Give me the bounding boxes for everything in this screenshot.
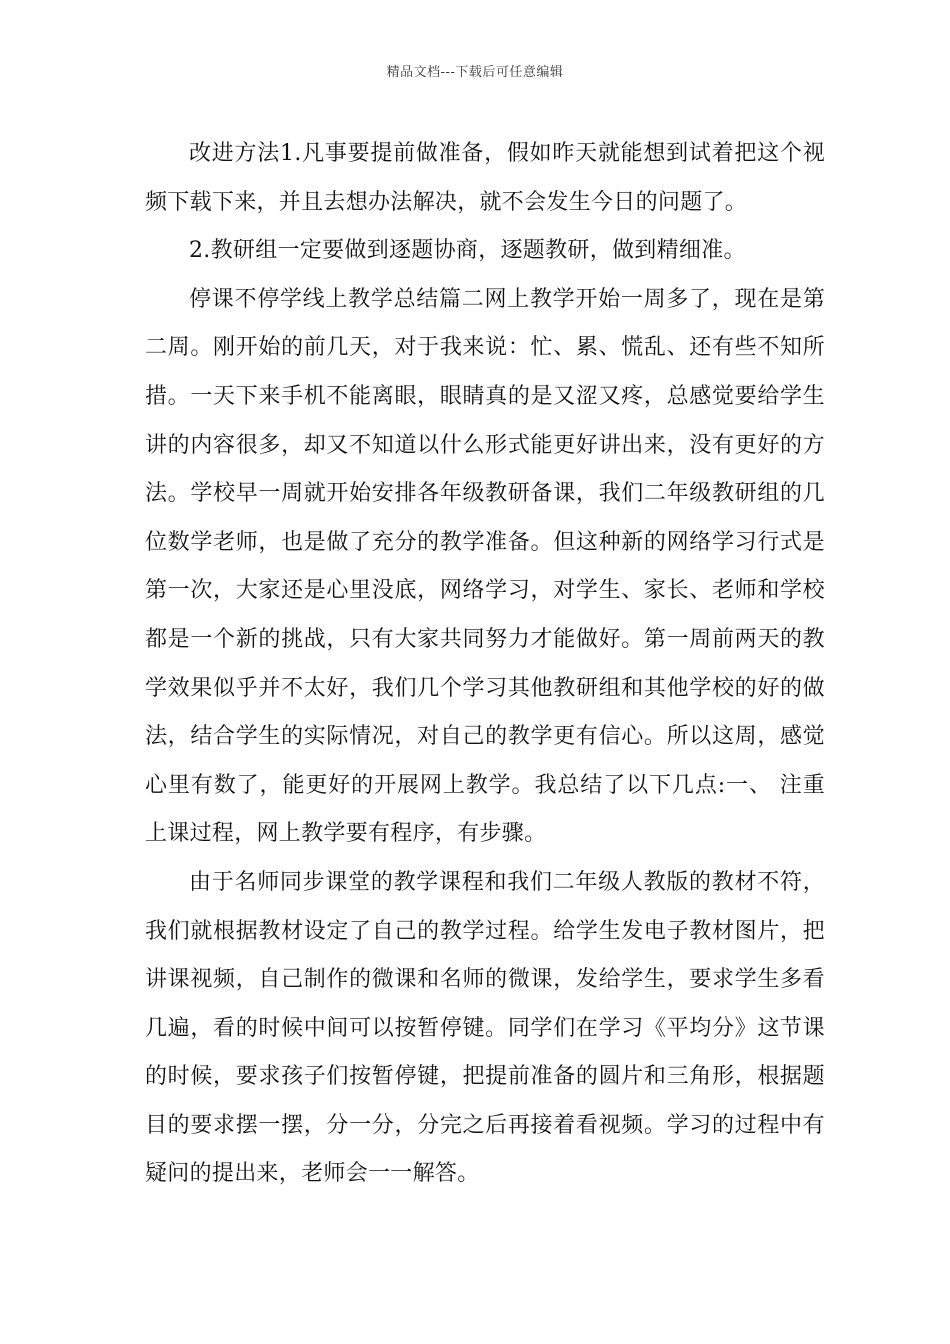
document-body <box>145 130 825 1199</box>
paragraph-online-teaching-summary: 停课不停学线上教学总结篇二网上教学开始一周多了，现在是第二周。刚开始的前几天，对于我来说：忙、累、慌乱、还有些不知所措。一天下来手机不能离眼，眼睛真的是又涩又疼，总感觉要给学生讲的内容很多，却又不知道以什么形式能更好讲出来，没有更好的方法。学校早一周就开始安排各年级教研备课，我们二年级教研组的几位数学老师，也是做了充分的教学准备。但这种新的网络学习行式是第一次，大家还是心里没底，网络学习，对学生、家长、老师和学校都是一个新的挑战，只有大家共同努力才能做好。第一周前两天的教学效果似乎并不太好，我们几个学习其他教研组和其他学校的好的做法，结合学生的实际情况，对自己的教学更有信心。所以这周，感觉心里有数了，能更好的开展网上教学。我总结了以下几点:一、 注重上课过程，网上教学要有程序，有步骤。 <box>145 286 825 847</box>
paragraph-teaching-group: 2.教研组一定要做到逐题协商，逐题教研，做到精细准。 <box>189 238 746 264</box>
paragraph-improvement-method: 改进方法1.凡事要提前做准备，假如昨天就能想到试着把这个视频下载下来，并且去想办法解决，就不会发生今日的问题了。 <box>145 141 825 215</box>
page-header: 精品文档---下载后可任意编辑 <box>386 65 564 80</box>
paragraph-teaching-process: 由于名师同步课堂的教学课程和我们二年级人教版的教材不符，我们就根据教材设定了自己的教学过程。给学生发电子教材图片，把讲课视频，自己制作的微课和名师的微课，发给学生，要求学生多看几遍，看的时候中间可以按暂停键。同学们在学习《平均分》这节课的时候，要求孩子们按暂停键，把提前准备的圆片和三角形，根据题目的要求摆一摆，分一分，分完之后再接着看视频。学习的过程中有疑问的提出来，老师会一一解答。 <box>145 869 825 1187</box>
